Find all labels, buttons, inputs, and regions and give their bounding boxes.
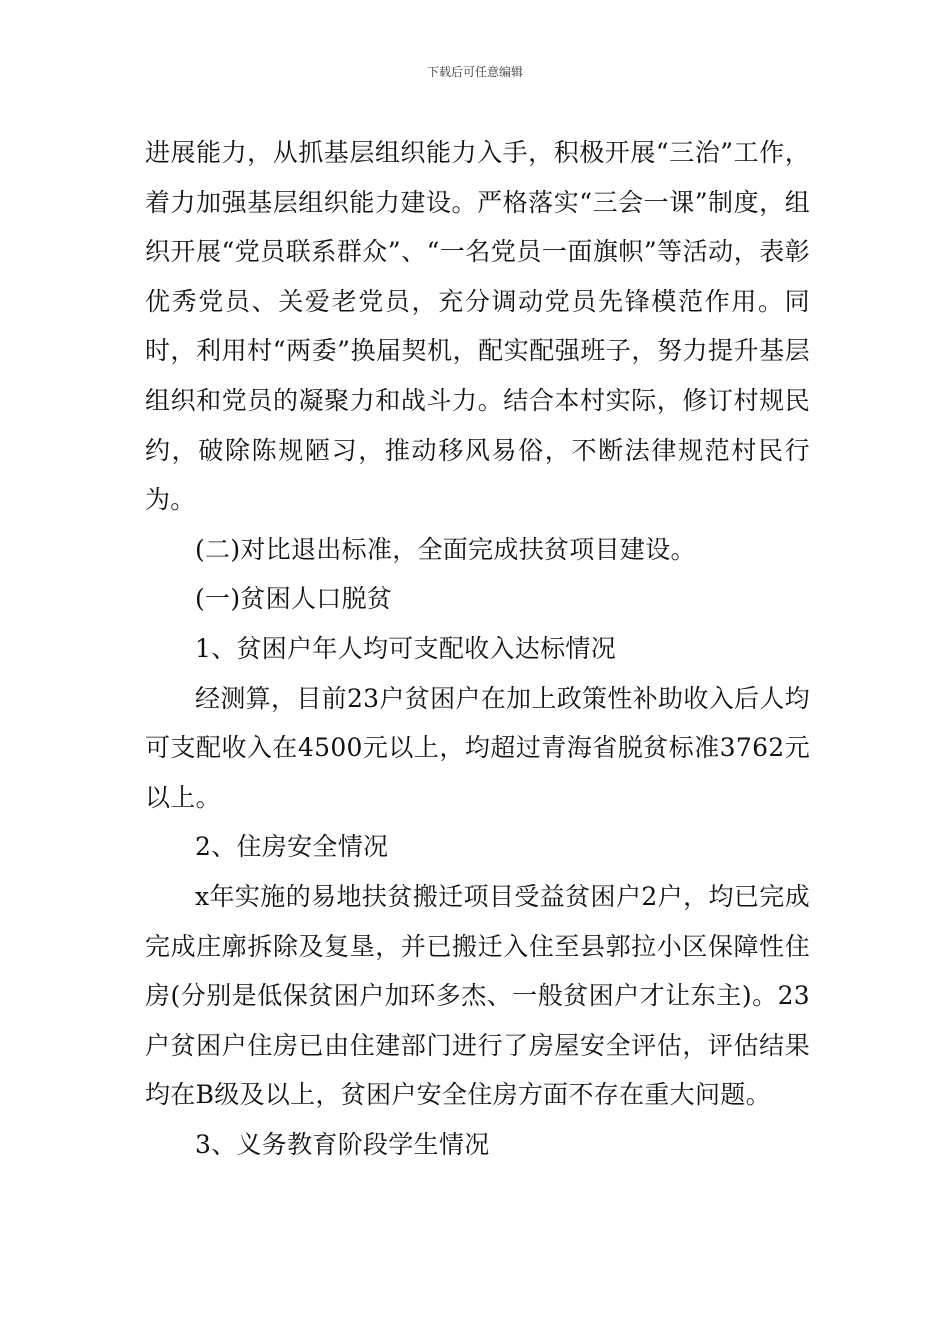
item-heading-income: 1、贫困户年人均可支配收入达标情况	[195, 633, 617, 663]
document-body	[145, 128, 810, 1169]
item-heading-education: 3、义务教育阶段学生情况	[195, 1129, 490, 1159]
item-heading-housing: 2、住房安全情况	[195, 832, 389, 862]
subsection-heading-poverty-exit: (一)贫困人口脱贫	[195, 584, 393, 614]
paragraph-income: 经测算，目前23户贫困户在加上政策性补助收入后人均可支配收入在4500元以上，均超过青海省脱贫标准3762元以上。	[145, 683, 810, 812]
section-heading-exit-standards: (二)对比退出标准，全面完成扶贫项目建设。	[195, 534, 696, 564]
paragraph-organization-building: 进展能力，从抓基层组织能力入手，积极开展“三治”工作，着力加强基层组织能力建设。严格落实“三会一课”制度，组织开展“党员联系群众”、“一名党员一面旗帜”等活动，表彰优秀党员、关爱老党员，充分调动党员先锋模范作用。同时，利用村“两委”换届契机，配实配强班子，努力提升基层组织和党员的凝聚力和战斗力。结合本村实际，修订村规民约，破除陈规陋习，推动移风易俗，不断法律规范村民行为。	[145, 138, 810, 515]
paragraph-housing: x年实施的易地扶贫搬迁项目受益贫困户2户，均已完成完成庄廓拆除及复垦，并已搬迁入住至县郭拉小区保障性住房(分别是低保贫困户加环多杰、一般贫困户才让东主)。23户贫困户住房已由住建部门进行了房屋安全评估，评估结果均在B级及以上，贫困户安全住房方面不存在重大问题。	[145, 881, 810, 1110]
page-header-note: 下载后可任意编辑	[426, 65, 523, 79]
